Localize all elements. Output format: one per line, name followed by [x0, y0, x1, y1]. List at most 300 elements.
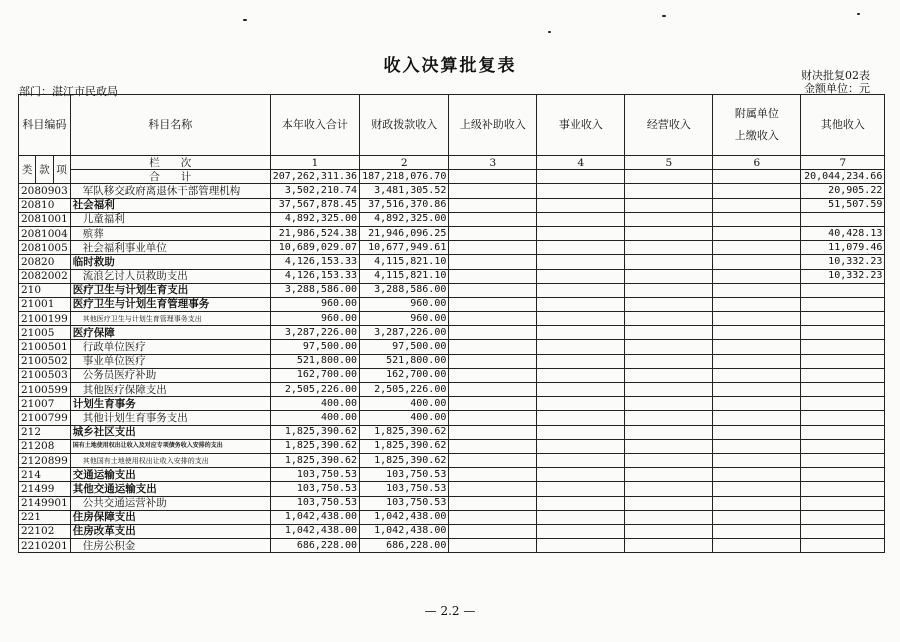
row-operating — [625, 368, 713, 382]
row-affiliate — [713, 297, 801, 311]
row-affiliate — [713, 212, 801, 226]
total-c6 — [713, 170, 801, 184]
row-fiscal: 400.00 — [360, 411, 449, 425]
row-operating — [625, 524, 713, 538]
row-total: 4,126,153.33 — [270, 255, 359, 269]
row-code: 20810 — [19, 198, 71, 212]
row-name: 军队移交政府离退休干部管理机构 — [70, 184, 270, 198]
row-total: 2,505,226.00 — [270, 383, 359, 397]
total-c3 — [449, 170, 537, 184]
row-name: 其他计划生育事务支出 — [70, 411, 270, 425]
row-operating — [625, 326, 713, 340]
col-header-fiscal: 财政拨款收入 — [360, 95, 449, 156]
row-name: 医疗卫生与计划生育支出 — [70, 283, 270, 297]
row-operating — [625, 453, 713, 467]
row-superior — [449, 198, 537, 212]
table-row — [19, 524, 885, 538]
row-superior — [449, 326, 537, 340]
row-total: 400.00 — [270, 397, 359, 411]
row-affiliate — [713, 368, 801, 382]
row-name: 住房改革支出 — [70, 524, 270, 538]
row-code: 2082002 — [19, 269, 71, 283]
row-total: 103,750.53 — [270, 482, 359, 496]
row-business — [537, 297, 625, 311]
row-business — [537, 510, 625, 524]
row-other — [801, 383, 885, 397]
row-code: 2100599 — [19, 383, 71, 397]
row-total: 1,042,438.00 — [270, 524, 359, 538]
row-code: 22102 — [19, 524, 71, 538]
table-row — [19, 340, 885, 354]
col-header-operating: 经营收入 — [625, 95, 713, 156]
table-row — [19, 241, 885, 255]
column-index-4: 4 — [537, 156, 625, 170]
row-superior — [449, 453, 537, 467]
table-row — [19, 326, 885, 340]
row-operating — [625, 212, 713, 226]
row-affiliate — [713, 468, 801, 482]
row-superior — [449, 383, 537, 397]
row-code: 221 — [19, 510, 71, 524]
row-business — [537, 397, 625, 411]
row-superior — [449, 283, 537, 297]
row-affiliate — [713, 510, 801, 524]
row-operating — [625, 354, 713, 368]
row-fiscal: 686,228.00 — [360, 539, 449, 553]
row-other: 10,332.23 — [801, 269, 885, 283]
item-label: 项 — [53, 156, 70, 184]
row-total: 162,700.00 — [270, 368, 359, 382]
row-business — [537, 198, 625, 212]
row-code: 210 — [19, 283, 71, 297]
table-row — [19, 482, 885, 496]
row-total: 4,892,325.00 — [270, 212, 359, 226]
table-row — [19, 425, 885, 439]
row-other — [801, 368, 885, 382]
column-index-label: 栏 次 — [70, 156, 270, 170]
row-name: 交通运输支出 — [70, 468, 270, 482]
row-total: 21,986,524.38 — [270, 226, 359, 240]
amount-unit: 金额单位：元 — [804, 82, 870, 95]
row-operating — [625, 411, 713, 425]
row-fiscal: 4,892,325.00 — [360, 212, 449, 226]
row-fiscal: 3,481,305.52 — [360, 184, 449, 198]
form-number: 财决批复02表 — [801, 69, 870, 82]
row-other — [801, 326, 885, 340]
row-total: 960.00 — [270, 297, 359, 311]
row-superior — [449, 439, 537, 453]
row-other — [801, 453, 885, 467]
row-superior — [449, 425, 537, 439]
table-row — [19, 468, 885, 482]
row-business — [537, 439, 625, 453]
row-fiscal: 3,288,586.00 — [360, 283, 449, 297]
row-code: 2100799 — [19, 411, 71, 425]
row-affiliate — [713, 184, 801, 198]
row-superior — [449, 411, 537, 425]
row-business — [537, 283, 625, 297]
col-header-affiliate — [713, 95, 801, 156]
row-operating — [625, 226, 713, 240]
table-header-row — [19, 95, 885, 156]
row-business — [537, 312, 625, 326]
scan-speck — [243, 19, 247, 21]
column-index-3: 3 — [449, 156, 537, 170]
col-header-total: 本年收入合计 — [270, 95, 359, 156]
total-label: 合 计 — [70, 170, 270, 184]
row-business — [537, 340, 625, 354]
row-other — [801, 397, 885, 411]
row-affiliate — [713, 524, 801, 538]
table-row — [19, 226, 885, 240]
row-business — [537, 496, 625, 510]
row-business — [537, 354, 625, 368]
row-total: 3,502,210.74 — [270, 184, 359, 198]
col-header-affiliate-line2: 上缴收入 — [734, 129, 779, 142]
revenue-table — [18, 94, 885, 553]
row-business — [537, 468, 625, 482]
row-affiliate — [713, 354, 801, 368]
row-name: 医疗卫生与计划生育管理事务 — [70, 297, 270, 311]
row-code: 21007 — [19, 397, 71, 411]
row-other — [801, 482, 885, 496]
row-operating — [625, 340, 713, 354]
row-superior — [449, 510, 537, 524]
row-operating — [625, 439, 713, 453]
row-business — [537, 368, 625, 382]
row-operating — [625, 241, 713, 255]
row-business — [537, 539, 625, 553]
table-row — [19, 383, 885, 397]
row-superior — [449, 212, 537, 226]
row-affiliate — [713, 411, 801, 425]
table-row — [19, 411, 885, 425]
row-name: 其他医疗保障支出 — [70, 383, 270, 397]
column-index-5: 5 — [625, 156, 713, 170]
column-index-7: 7 — [801, 156, 885, 170]
row-fiscal: 37,516,370.86 — [360, 198, 449, 212]
row-business — [537, 326, 625, 340]
table-row — [19, 368, 885, 382]
row-name: 国有土地使用权出让收入及对应专项债务收入安排的支出 — [70, 439, 270, 453]
row-code: 21005 — [19, 326, 71, 340]
row-business — [537, 524, 625, 538]
row-name: 社会福利 — [70, 198, 270, 212]
row-superior — [449, 482, 537, 496]
row-name: 社会福利事业单位 — [70, 241, 270, 255]
row-superior — [449, 226, 537, 240]
row-operating — [625, 198, 713, 212]
row-name: 儿童福利 — [70, 212, 270, 226]
row-affiliate — [713, 397, 801, 411]
row-affiliate — [713, 453, 801, 467]
row-total: 10,689,029.07 — [270, 241, 359, 255]
row-code: 2081004 — [19, 226, 71, 240]
table-row — [19, 453, 885, 467]
row-superior — [449, 496, 537, 510]
row-fiscal: 521,800.00 — [360, 354, 449, 368]
row-total: 3,288,586.00 — [270, 283, 359, 297]
col-header-superior: 上级补助收入 — [449, 95, 537, 156]
class-label: 类 — [19, 156, 36, 184]
row-fiscal: 1,825,390.62 — [360, 425, 449, 439]
section-label: 款 — [36, 156, 53, 184]
row-fiscal: 1,825,390.62 — [360, 439, 449, 453]
row-superior — [449, 340, 537, 354]
row-name: 事业单位医疗 — [70, 354, 270, 368]
row-total: 1,825,390.62 — [270, 453, 359, 467]
row-code: 214 — [19, 468, 71, 482]
row-total: 103,750.53 — [270, 496, 359, 510]
col-header-code: 科目编码 — [19, 95, 71, 156]
row-name: 流浪乞讨人员救助支出 — [70, 269, 270, 283]
col-header-other: 其他收入 — [801, 95, 885, 156]
row-operating — [625, 283, 713, 297]
row-other — [801, 496, 885, 510]
row-affiliate — [713, 198, 801, 212]
row-name: 临时救助 — [70, 255, 270, 269]
row-superior — [449, 312, 537, 326]
row-operating — [625, 312, 713, 326]
row-code: 2100501 — [19, 340, 71, 354]
scan-speck — [857, 13, 860, 15]
page-title: 收入决算批复表 — [383, 56, 517, 76]
row-operating — [625, 510, 713, 524]
row-other — [801, 354, 885, 368]
table-row — [19, 269, 885, 283]
row-fiscal: 3,287,226.00 — [360, 326, 449, 340]
row-fiscal: 960.00 — [360, 312, 449, 326]
column-index-row — [19, 156, 885, 170]
row-fiscal: 960.00 — [360, 297, 449, 311]
row-affiliate — [713, 496, 801, 510]
scan-speck — [548, 31, 551, 33]
row-code: 21499 — [19, 482, 71, 496]
row-other — [801, 524, 885, 538]
row-fiscal: 400.00 — [360, 397, 449, 411]
row-superior — [449, 184, 537, 198]
row-business — [537, 255, 625, 269]
total-c2: 187,218,076.70 — [360, 170, 449, 184]
row-code: 2100503 — [19, 368, 71, 382]
row-code: 2210201 — [19, 539, 71, 553]
row-business — [537, 425, 625, 439]
row-operating — [625, 496, 713, 510]
row-code: 212 — [19, 425, 71, 439]
row-name: 其他交通运输支出 — [70, 482, 270, 496]
row-operating — [625, 255, 713, 269]
row-operating — [625, 269, 713, 283]
row-name: 城乡社区支出 — [70, 425, 270, 439]
row-superior — [449, 354, 537, 368]
row-name: 其他医疗卫生与计划生育管理事务支出 — [70, 312, 270, 326]
row-affiliate — [713, 439, 801, 453]
row-name: 行政单位医疗 — [70, 340, 270, 354]
col-header-name: 科目名称 — [70, 95, 270, 156]
row-affiliate — [713, 283, 801, 297]
total-c4 — [537, 170, 625, 184]
column-index-1: 1 — [270, 156, 359, 170]
row-name: 殡葬 — [70, 226, 270, 240]
row-code: 21001 — [19, 297, 71, 311]
row-business — [537, 482, 625, 496]
row-superior — [449, 297, 537, 311]
row-other — [801, 283, 885, 297]
row-other — [801, 212, 885, 226]
row-name: 其他国有土地使用权出让收入安排的支出 — [70, 453, 270, 467]
table-row — [19, 255, 885, 269]
row-name: 住房保障支出 — [70, 510, 270, 524]
row-fiscal: 4,115,821.10 — [360, 269, 449, 283]
row-superior — [449, 368, 537, 382]
row-operating — [625, 425, 713, 439]
table-row — [19, 496, 885, 510]
row-other — [801, 297, 885, 311]
row-code: 2100502 — [19, 354, 71, 368]
row-fiscal: 2,505,226.00 — [360, 383, 449, 397]
row-total: 3,287,226.00 — [270, 326, 359, 340]
row-other: 10,332.23 — [801, 255, 885, 269]
row-code: 2080903 — [19, 184, 71, 198]
row-other: 20,905.22 — [801, 184, 885, 198]
row-other — [801, 425, 885, 439]
table-row — [19, 397, 885, 411]
col-header-business: 事业收入 — [537, 95, 625, 156]
row-other — [801, 539, 885, 553]
row-fiscal: 21,946,096.25 — [360, 226, 449, 240]
row-total: 97,500.00 — [270, 340, 359, 354]
row-fiscal: 1,825,390.62 — [360, 453, 449, 467]
row-affiliate — [713, 269, 801, 283]
table-row — [19, 312, 885, 326]
total-row — [19, 170, 885, 184]
row-other — [801, 340, 885, 354]
department-label: 部门：湛江市民政局 — [19, 85, 118, 98]
row-fiscal: 1,042,438.00 — [360, 524, 449, 538]
total-c5 — [625, 170, 713, 184]
row-affiliate — [713, 326, 801, 340]
column-index-2: 2 — [360, 156, 449, 170]
row-total: 686,228.00 — [270, 539, 359, 553]
column-index-6: 6 — [713, 156, 801, 170]
col-header-affiliate-line1: 附属单位 — [734, 107, 779, 120]
table-row — [19, 184, 885, 198]
row-superior — [449, 397, 537, 411]
row-affiliate — [713, 312, 801, 326]
row-affiliate — [713, 226, 801, 240]
row-operating — [625, 184, 713, 198]
row-other — [801, 411, 885, 425]
row-business — [537, 383, 625, 397]
table-row — [19, 283, 885, 297]
row-business — [537, 241, 625, 255]
row-superior — [449, 524, 537, 538]
row-fiscal: 97,500.00 — [360, 340, 449, 354]
row-other — [801, 468, 885, 482]
row-other: 51,507.59 — [801, 198, 885, 212]
row-total: 521,800.00 — [270, 354, 359, 368]
row-code: 2120899 — [19, 453, 71, 467]
row-operating — [625, 297, 713, 311]
row-affiliate — [713, 255, 801, 269]
row-superior — [449, 255, 537, 269]
row-code: 2100199 — [19, 312, 71, 326]
table-row — [19, 539, 885, 553]
row-affiliate — [713, 383, 801, 397]
row-total: 400.00 — [270, 411, 359, 425]
row-code: 2149901 — [19, 496, 71, 510]
row-total: 37,567,878.45 — [270, 198, 359, 212]
row-code: 20820 — [19, 255, 71, 269]
row-total: 1,825,390.62 — [270, 425, 359, 439]
row-fiscal: 103,750.53 — [360, 496, 449, 510]
row-name: 计划生育事务 — [70, 397, 270, 411]
table-row — [19, 297, 885, 311]
row-business — [537, 212, 625, 226]
row-affiliate — [713, 482, 801, 496]
row-superior — [449, 241, 537, 255]
row-name: 住房公积金 — [70, 539, 270, 553]
row-name: 公务员医疗补助 — [70, 368, 270, 382]
row-business — [537, 411, 625, 425]
row-other: 40,428.13 — [801, 226, 885, 240]
row-affiliate — [713, 539, 801, 553]
row-other — [801, 439, 885, 453]
row-business — [537, 226, 625, 240]
row-superior — [449, 539, 537, 553]
row-other — [801, 510, 885, 524]
row-business — [537, 453, 625, 467]
row-total: 1,825,390.62 — [270, 439, 359, 453]
row-superior — [449, 468, 537, 482]
row-total: 1,042,438.00 — [270, 510, 359, 524]
table-row — [19, 212, 885, 226]
row-operating — [625, 397, 713, 411]
row-fiscal: 1,042,438.00 — [360, 510, 449, 524]
table-row — [19, 354, 885, 368]
table-row — [19, 439, 885, 453]
row-fiscal: 103,750.53 — [360, 482, 449, 496]
row-fiscal: 4,115,821.10 — [360, 255, 449, 269]
row-operating — [625, 468, 713, 482]
row-operating — [625, 482, 713, 496]
row-affiliate — [713, 340, 801, 354]
row-other — [801, 312, 885, 326]
total-c1: 207,262,311.36 — [270, 170, 359, 184]
row-total: 103,750.53 — [270, 468, 359, 482]
row-name: 公共交通运营补助 — [70, 496, 270, 510]
row-other: 11,079.46 — [801, 241, 885, 255]
row-operating — [625, 383, 713, 397]
row-code: 2081001 — [19, 212, 71, 226]
total-c7: 20,044,234.66 — [801, 170, 885, 184]
row-superior — [449, 269, 537, 283]
row-affiliate — [713, 241, 801, 255]
table-row — [19, 510, 885, 524]
row-code: 21208 — [19, 439, 71, 453]
row-operating — [625, 539, 713, 553]
row-total: 960.00 — [270, 312, 359, 326]
row-name: 医疗保障 — [70, 326, 270, 340]
row-total: 4,126,153.33 — [270, 269, 359, 283]
page-number: — 2.2 — — [424, 604, 476, 618]
row-affiliate — [713, 425, 801, 439]
row-code: 2081005 — [19, 241, 71, 255]
row-fiscal: 162,700.00 — [360, 368, 449, 382]
scan-speck — [662, 15, 666, 17]
row-business — [537, 269, 625, 283]
table-row — [19, 198, 885, 212]
